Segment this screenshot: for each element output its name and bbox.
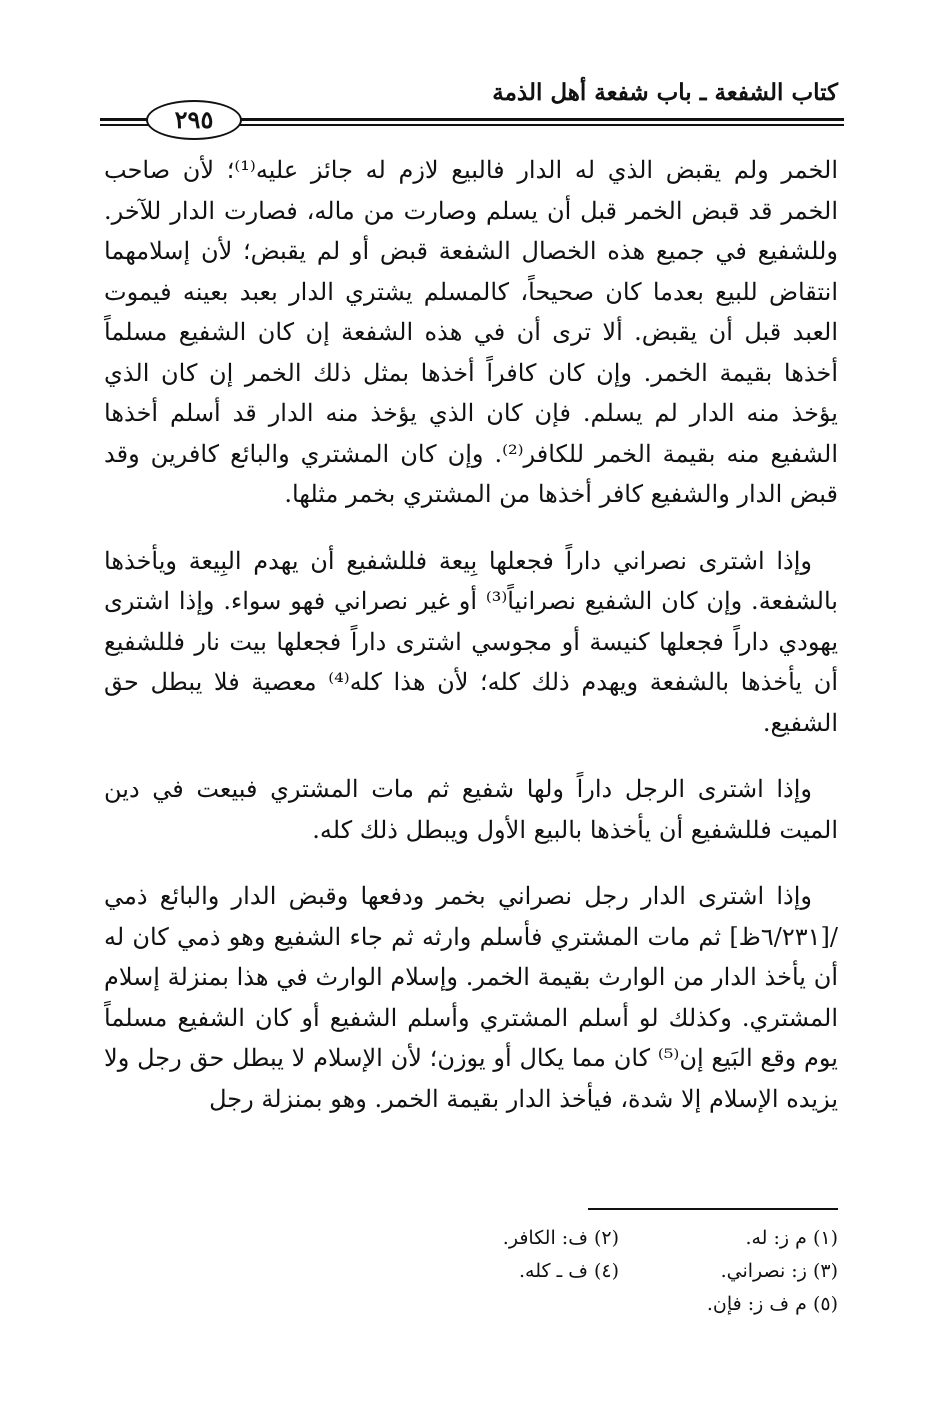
- main-text: [104, 150, 838, 1119]
- footnote-mark: (٢): [593, 1227, 619, 1249]
- footnote-2: [400, 1222, 619, 1255]
- paragraph: وإذا اشترى نصراني داراً فجعلها بِيعة فللشفيع أن يهدم البِيعة ويأخذها بالشفعة. وإن كان الشفيع نصرانياً⁽³⁾ أو غير نصراني فهو سواء. وإذا اشترى يهودي داراً فجعلها كنيسة أو مجوسي اشترى داراً فجعلها بيت نار فللشفيع أن يأخذها بالشفعة ويهدم ذلك كله؛ لأن هذا كله⁽⁴⁾ معصية فلا يبطل حق الشفيع.: [104, 546, 838, 737]
- footnote-1: [619, 1222, 838, 1255]
- footnote-text: ف ـ كله.: [518, 1260, 588, 1282]
- footnote-text: م ز: له.: [745, 1227, 807, 1249]
- footnote-row: [400, 1288, 838, 1321]
- footnote-text: م ف ز: فإن.: [706, 1293, 807, 1315]
- footnote-row: [400, 1255, 838, 1288]
- footnote-mark: (١): [812, 1227, 838, 1249]
- footnote-row: [400, 1222, 838, 1255]
- footnote-mark: (٥): [812, 1293, 838, 1315]
- footnote-4: [400, 1255, 619, 1288]
- footnote-text: ز: نصراني.: [720, 1260, 807, 1282]
- footnote-mark: (٣): [812, 1260, 838, 1282]
- page-number-badge: ٢٩٥: [146, 100, 242, 140]
- footnote-separator: [588, 1208, 838, 1210]
- footnotes: [400, 1222, 838, 1321]
- footnote-5: [498, 1288, 838, 1321]
- running-title: كتاب الشفعة ـ باب شفعة أهل الذمة: [492, 79, 838, 106]
- paragraph: وإذا اشترى الرجل داراً ولها شفيع ثم مات المشتري فبيعت في دين الميت فللشفيع أن يأخذها بالبيع الأول ويبطل ذلك كله.: [104, 775, 838, 844]
- paragraph: الخمر ولم يقبض الذي له الدار فالبيع لازم له جائز عليه⁽¹⁾؛ لأن صاحب الخمر قد قبض الخمر قبل أن يسلم وصارت من ماله، فصارت الدار للآخر. وللشفيع في جميع هذه الخصال الشفعة قبض أو لم يقبض؛ لأن إسلامهما انتقاض للبيع بعدما كان صحيحاً، كالمسلم يشتري الدار بعبد بعينه فيموت العبد قبل أن يقبض. ألا ترى أن في هذه الشفعة إن كان الشفيع مسلماً أخذها بقيمة الخمر. وإن كان كافراً أخذها بمثل ذلك الخمر إن كان الذي يؤخذ منه الدار لم يسلم. فإن كان الذي يؤخذ منه الدار قد أسلم أخذها الشفيع منه بقيمة الخمر للكافر⁽²⁾. وإن كان المشتري والبائع كافرين وقد قبض الدار والشفيع كافر أخذها من المشتري بخمر مثلها.: [104, 156, 839, 508]
- paragraph: وإذا اشترى الدار رجل نصراني بخمر ودفعها وقبض الدار والبائع ذمي /[٦/٢٣١ظ] ثم مات المشتري فأسلم وارثه ثم جاء الشفيع وهو ذمي كان له أن يأخذ الدار من الوارث بقيمة الخمر. وإسلام الوارث في هذا بمنزلة إسلام المشتري. وكذلك لو أسلم المشتري وأسلم الشفيع أو كان الشفيع مسلماً يوم وقع البَيع إن⁽⁵⁾ كان مما يكال أو يوزن؛ لأن الإسلام لا يبطل حق رجل ولا يزيده الإسلام إلا شدة، فيأخذ الدار بقيمة الخمر. وهو بمنزلة رجل: [104, 882, 838, 1113]
- footnote-mark: (٤): [593, 1260, 619, 1282]
- footnote-text: ف: الكافر.: [502, 1227, 588, 1249]
- footnote-3: [619, 1255, 838, 1288]
